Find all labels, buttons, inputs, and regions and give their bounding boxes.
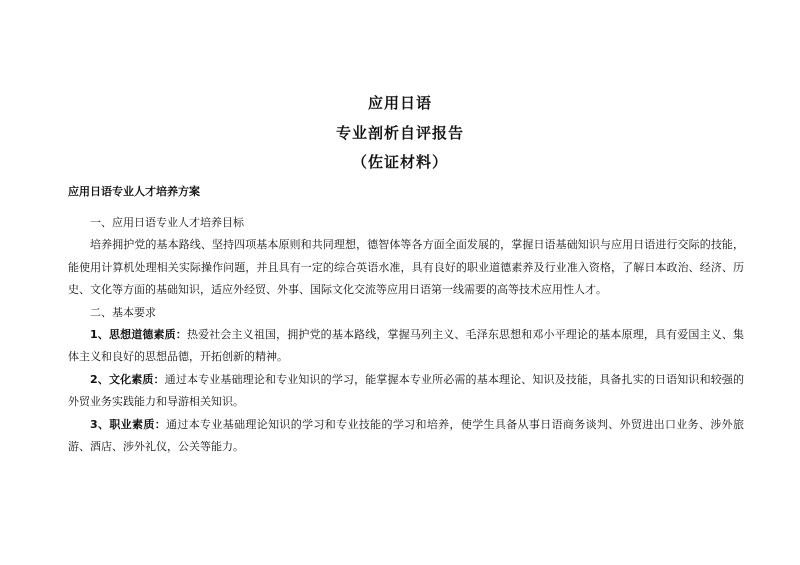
- heading-basic-requirements: 二、基本要求: [90, 305, 156, 319]
- requirement-item: [68, 369, 744, 414]
- requirement-label: 2、文化素质：: [90, 372, 165, 386]
- heading-training-goal: 一、应用日语专业人才培养目标: [90, 216, 244, 229]
- requirement-text: 通过本专业基础理论知识的学习和专业技能的学习和培养，使学生具备从事日语商务谈判、外贸进出口业务、涉外旅游、酒店、涉外礼仪，公关等能力。: [68, 417, 744, 454]
- requirement-label: 1、思想道德素质：: [90, 328, 187, 342]
- document-subtitle-note: （佐证材料）: [351, 153, 448, 171]
- section-heading: 应用日语专业人才培养方案: [68, 185, 200, 198]
- document-title: 应用日语: [367, 94, 432, 112]
- requirement-text: 热爱社会主义祖国，拥护党的基本路线，掌握马列主义、毛泽东思想和邓小平理论的基本原理，具有爱国主义、集体主义和良好的思想品德，开拓创新的精神。: [68, 328, 744, 364]
- document-subtitle: 专业剖析自评报告: [335, 124, 464, 142]
- requirement-label: 3、职业素质：: [90, 417, 167, 431]
- requirement-item: [68, 324, 744, 369]
- requirement-item: [68, 414, 744, 459]
- paragraph-training-goal: 培养拥护党的基本路线、坚持四项基本原则和共同理想，德智体等各方面全面发展的，掌握日语基础知识与应用日语进行交际的技能，能使用计算机处理相关实际操作问题，并且具有一定的综合英语水准，具有良好的职业道德素养及行业准入资格，了解日本政治、经济、历史、文化等方面的基础知识，适应外经贸、外事、国际文化交流等应用日语第一线需要的高等技术应用性人才。: [68, 238, 744, 297]
- requirement-text: 通过本专业基础理论和专业知识的学习，能掌握本专业所必需的基本理论、知识及技能，具备扎实的日语知识和较强的外贸业务实践能力和导游相关知识。: [68, 372, 745, 409]
- document-body: [68, 212, 744, 458]
